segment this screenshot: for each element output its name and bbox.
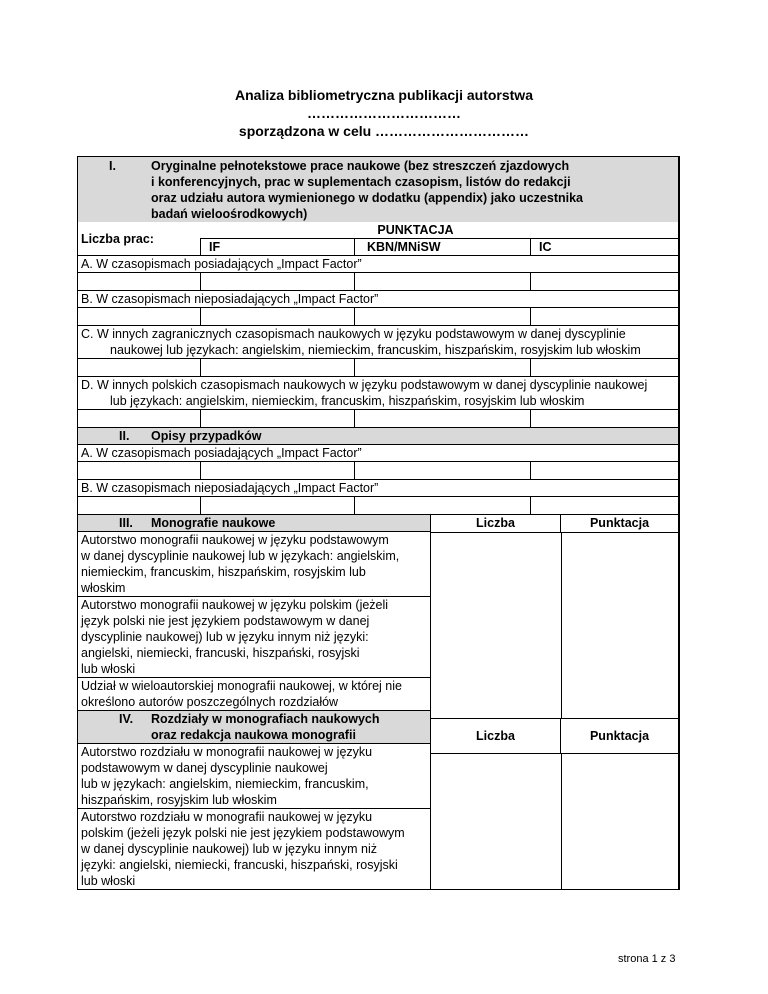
score-row [78,358,678,376]
row-text: język polski nie jest językiem podstawowym w danej [81,614,370,628]
ic-label: IC [530,239,678,255]
section-1-number: I. [109,159,116,173]
points-column-header: Punktacja [589,729,650,743]
kbn-score-cell[interactable] [354,273,530,290]
if-score-cell[interactable] [200,497,354,514]
ic-score-cell[interactable] [530,410,678,427]
section-4-header [78,710,430,743]
punktacja-label: PUNKTACJA [377,223,454,237]
score-row [78,307,678,325]
section-3-title: Monografie naukowe [151,516,276,530]
row-text: Autorstwo monografii naukowej w języku polskim (jeżeli [81,598,389,612]
row-text: języki: angielski, niemiecki, francuski, hiszpański, rosyjski [81,858,398,872]
purpose-line: sporządzona w celu …………………………… [238,123,530,139]
section-4-title-line: Rozdziały w monografiach naukowych [151,712,380,726]
kbn-label: KBN/MNiSW [354,239,530,255]
row-text: podstawowym w danej dyscyplinie naukowej [81,761,328,775]
row-c-label: C. W innych zagranicznych czasopismach naukowych w języku podstawowym w danej dyscyplinie [81,327,626,341]
kbn-score-cell[interactable] [354,462,530,479]
row-text: hiszpańskim, rosyjskim lub włoskim [81,793,277,807]
points-header [78,222,678,255]
row-text: Udział w wieloautorskiej monografii naukowej, w której nie [81,679,402,693]
row-b-label: B. W czasopismach nieposiadających „Impact Factor” [81,292,379,306]
row-text: w danej dyscyplinie naukowej) lub w języku innym niż [81,842,377,856]
section-3-header [78,515,430,531]
row-text: polskim (jeżeli język polski nie jest językiem podstawowym [81,826,405,840]
section-1-header [78,157,678,222]
if-score-cell[interactable] [200,308,354,325]
row-text: określono autorów poszczególnych rozdziałów [81,695,339,709]
section-4-number: IV. [119,712,134,726]
if-score-cell[interactable] [200,359,354,376]
section-1-title-line: i konferencyjnych, prac w suplementach czasopism, listów do redakcji [151,175,571,189]
section-2-row-b-label: B. W czasopismach nieposiadających „Impact Factor” [81,481,379,495]
row-a-label: A. W czasopismach posiadających „Impact Factor” [81,257,362,271]
row-text: lub włoski [81,874,136,888]
count-column-header: Liczba [431,515,561,532]
kbn-score-cell[interactable] [354,497,530,514]
section-3-col-header [431,515,678,532]
section-4-title-line: oraz redakcja naukowa monografii [151,728,356,742]
score-row [78,496,678,514]
section-3-entry [431,532,678,719]
count-column-header: Liczba [431,719,561,753]
points-cell[interactable] [562,754,678,889]
ic-score-cell[interactable] [530,308,678,325]
score-row [78,272,678,290]
if-score-cell[interactable] [200,410,354,427]
monograph-row [78,677,430,710]
row-d-label: D. W innych polskich czasopismach naukowych w języku podstawowym w danej dyscyplinie naukowej [81,378,648,392]
chapter-row [78,808,430,889]
author-dots: …………………………… [307,105,461,121]
points-column-header: Punktacja [589,516,650,530]
kbn-score-cell[interactable] [354,410,530,427]
if-score-cell[interactable] [200,273,354,290]
section-2-header [78,427,678,444]
section-2-row-a-label: A. W czasopismach posiadających „Impact Factor” [81,446,362,460]
ic-score-cell[interactable] [530,497,678,514]
section-3-number: III. [119,516,133,530]
ic-score-cell[interactable] [530,273,678,290]
count-cell[interactable] [431,533,562,718]
row-text: niemieckim, francuskim, hiszpańskim, rosyjskim lub [81,565,366,579]
section-2-title: Opisy przypadków [151,429,262,443]
section-4-col-header [431,719,678,753]
section-1-title-line: oraz udziału autora wymienionego w dodatku (appendix) jako uczestnika [151,191,584,205]
monograph-row [78,531,430,596]
bibliometric-table [77,156,680,890]
points-cell[interactable] [562,533,678,718]
row-text: w danej dyscyplinie naukowej lub w językach: angielskim, [81,549,400,563]
if-score-cell[interactable] [200,462,354,479]
ic-score-cell[interactable] [530,359,678,376]
page-number: strona 1 z 3 [618,953,676,965]
section-2-number: II. [119,429,130,443]
section-4-entry [431,753,678,889]
count-label: Liczba prac: [81,231,154,246]
monograph-row [78,596,430,677]
row-text: Autorstwo monografii naukowej w języku podstawowym [81,533,389,547]
row-text: lub w językach: angielskim, niemieckim, francuskim, [81,777,369,791]
score-row [78,409,678,427]
score-row [78,461,678,479]
row-text: Autorstwo rozdziału w monografii naukowej w języku [81,745,373,759]
row-text: Autorstwo rozdziału w monografii naukowej w języku [81,810,373,824]
section-1-title-line: badań wieloośrodkowych) [151,207,308,221]
row-d-label: lub językach: angielskim, niemieckim, francuskim, hiszpańskim, rosyjskim lub włoskim [110,394,585,408]
kbn-score-cell[interactable] [354,308,530,325]
section-1-title-line: Oryginalne pełnotekstowe prace naukowe (bez streszczeń zjazdowych [151,159,570,173]
row-text: lub włoski [81,662,136,676]
row-c-label: naukowej lub językach: angielskim, niemieckim, francuskim, hiszpańskim, rosyjskim lub włoskim [110,343,641,357]
chapter-row [78,743,430,808]
kbn-score-cell[interactable] [354,359,530,376]
document-title: Analiza bibliometryczna publikacji autorstwa [235,87,533,103]
if-label: IF [200,239,354,255]
row-text: angielski, niemiecki, francuski, hiszpański, rosyjski [81,646,360,660]
count-cell[interactable] [431,754,562,889]
ic-score-cell[interactable] [530,462,678,479]
row-text: włoskim [81,581,126,595]
row-text: dyscyplinie naukowej) lub w języku innym niż języki: [81,630,369,644]
